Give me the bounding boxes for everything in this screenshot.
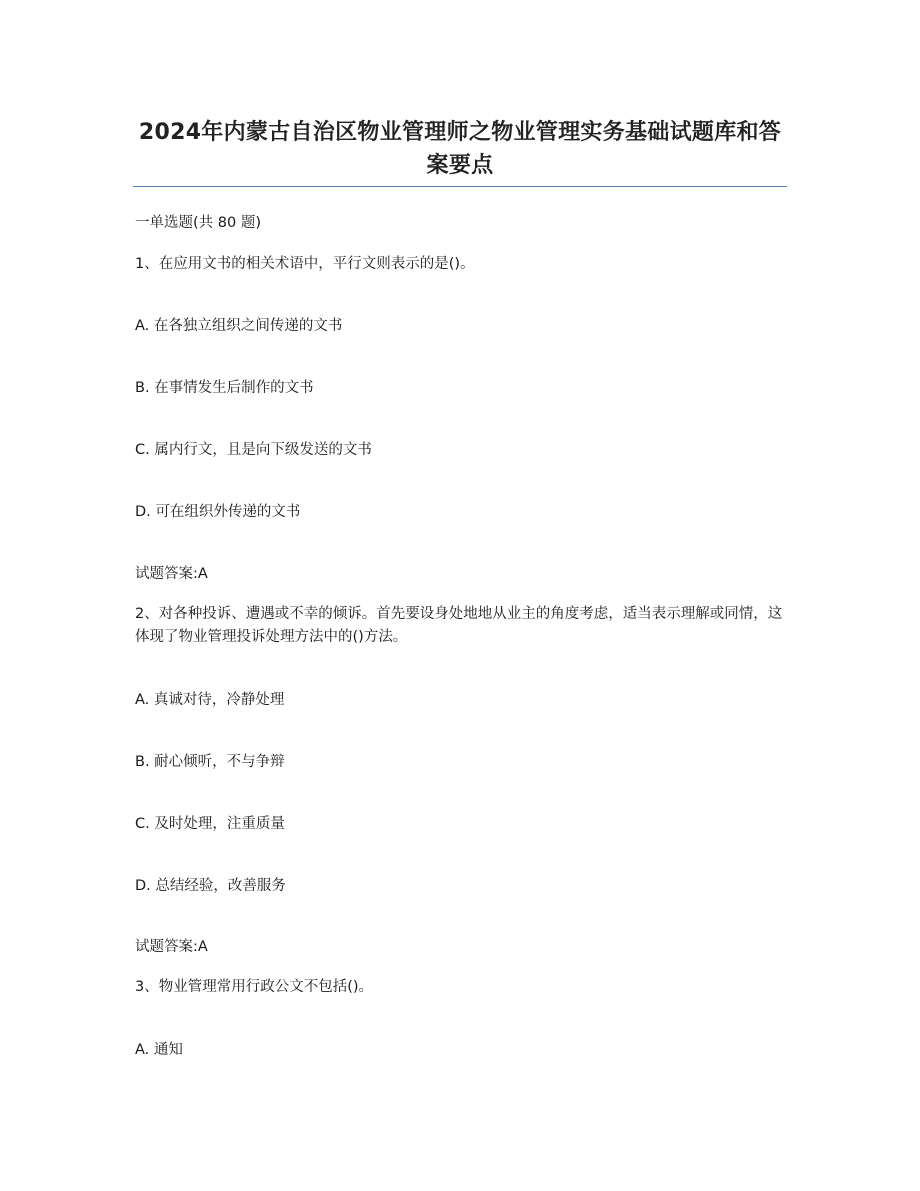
section-heading: 一单选题(共 80 题) — [135, 215, 261, 231]
option-c: C. 及时处理，注重质量 — [135, 816, 285, 832]
option-b: B. 在事情发生后制作的文书 — [135, 380, 314, 396]
answer-line: 试题答案:A — [135, 939, 208, 955]
title-divider — [133, 186, 787, 187]
option-a: A. 在各独立组织之间传递的文书 — [135, 318, 343, 334]
question-stem: 1、在应用文书的相关术语中，平行文则表示的是()。 — [135, 256, 475, 272]
question-stem: 3、物业管理常用行政公文不包括()。 — [135, 979, 374, 995]
answer-line: 试题答案:A — [135, 566, 208, 582]
question-stem: 2、对各种投诉、遭遇或不幸的倾诉。首先要设身处地地从业主的角度考虑，适当表示理解或同情，这体现了物业管理投诉处理方法中的()方法。 — [135, 606, 783, 645]
option-b: B. 耐心倾听，不与争辩 — [135, 754, 285, 770]
option-a: A. 真诚对待，冷静处理 — [135, 692, 285, 708]
option-d: D. 可在组织外传递的文书 — [135, 504, 301, 520]
document-title: 2024年内蒙古自治区物业管理师之物业管理实务基础试题库和答案要点 — [138, 120, 782, 178]
option-c: C. 属内行文，且是向下级发送的文书 — [135, 442, 372, 458]
option-a: A. 通知 — [135, 1042, 183, 1058]
option-d: D. 总结经验，改善服务 — [135, 878, 286, 894]
